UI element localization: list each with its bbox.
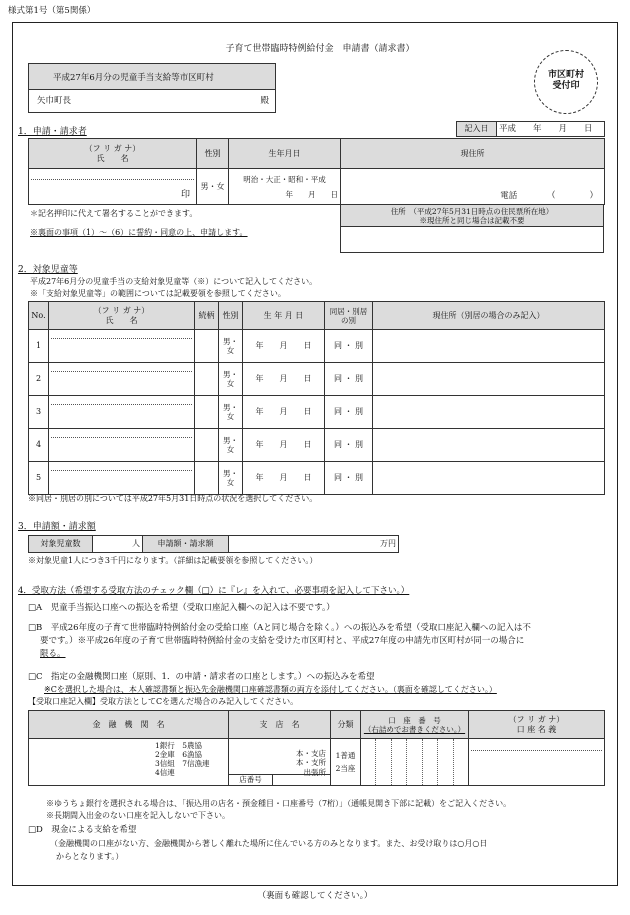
addressee-box bbox=[28, 63, 276, 113]
option-c-note: ※Cを選択した場合は、本人確認書類と振込先金融機関口座確認書類の両方を添付してください。（裏面を確認してください。） bbox=[44, 685, 497, 694]
registered-address-field[interactable] bbox=[341, 227, 604, 253]
type-header: 分類 bbox=[331, 711, 361, 739]
child-row bbox=[29, 396, 605, 429]
child-rel-field[interactable] bbox=[195, 462, 219, 495]
addressee-dono: 殿 bbox=[260, 96, 269, 106]
child-row-no: 1 bbox=[29, 330, 49, 363]
applicant-name-field[interactable] bbox=[29, 169, 197, 205]
child-row-no: 2 bbox=[29, 363, 49, 396]
applicant-sex-field[interactable]: 男・女 bbox=[197, 169, 229, 205]
era-options: 明治・大正・昭和・平成 bbox=[243, 174, 326, 184]
child-row-no: 5 bbox=[29, 462, 49, 495]
child-addr-field[interactable] bbox=[373, 462, 605, 495]
furigana-header: （フ リ ガ ナ） bbox=[84, 143, 141, 153]
branch-type-3: 出張所 bbox=[303, 767, 326, 777]
account-holder-field[interactable] bbox=[469, 739, 605, 786]
section4-heading: 4．受取方法（希望する受取方法のチェック欄（□）に『レ』を入れて、必要事項を記入して下さい。） bbox=[18, 586, 410, 596]
child-rel-field[interactable] bbox=[195, 330, 219, 363]
child-live-field[interactable]: 同 ・ 別 bbox=[325, 330, 373, 363]
form-number: 様式第1号（第5関係） bbox=[8, 6, 96, 16]
child-sex-field[interactable]: 男・女 bbox=[219, 396, 243, 429]
child-dob-field[interactable]: 年 月 日 bbox=[243, 396, 325, 429]
child-sex-header: 性別 bbox=[219, 302, 243, 330]
account-type-field[interactable] bbox=[331, 739, 361, 786]
child-dob-header: 生 年 月 日 bbox=[243, 302, 325, 330]
section2-note: ※同居・別居の別については平成27年5月31日時点の状況を選択してください。 bbox=[28, 494, 318, 503]
account-number-note: （右詰めでお書きください。） bbox=[363, 724, 466, 734]
child-no-header: No. bbox=[29, 302, 49, 330]
option-b-line2: 要です。）※平成26年度の子育て世帯臨時特例給付金の支給を受けた市区町村と、平成27年度の申請先市区町村が同一の場合に bbox=[40, 636, 525, 646]
applicant-name-header bbox=[29, 139, 197, 169]
child-row bbox=[29, 363, 605, 396]
bank-name-header: 金 融 機 関 名 bbox=[29, 711, 229, 739]
option-b[interactable]: □B 平成26年度の子育て世帯臨時特例給付金の受給口座（Aと同じ場合を除く。）への振込みを希望（受取口座記入欄への記入は不 bbox=[28, 623, 531, 633]
child-row-no: 3 bbox=[29, 396, 49, 429]
address-header: 現住所 bbox=[341, 139, 605, 169]
applicant-address-field[interactable] bbox=[341, 169, 605, 205]
branch-header: 支 店 名 bbox=[229, 711, 331, 739]
section2-intro1: 平成27年6月分の児童手当の支給対象児童等（※）について記入してください。 bbox=[30, 277, 318, 286]
child-rel-header: 続柄 bbox=[195, 302, 219, 330]
child-rel-field[interactable] bbox=[195, 429, 219, 462]
bank-type-2: 2金庫 6漁協 bbox=[155, 750, 203, 760]
option-d-note2: からとなります。） bbox=[56, 852, 124, 861]
child-rel-field[interactable] bbox=[195, 363, 219, 396]
consent-note: ※裏面の事項（1）〜（6）に誓約・同意の上、申請します。 bbox=[30, 228, 248, 237]
form-title: 子育て世帯臨時特例給付金 申請書（請求書） bbox=[225, 44, 415, 54]
registered-address-header bbox=[341, 205, 604, 227]
child-row bbox=[29, 330, 605, 363]
entry-date-field[interactable]: 平成 年 月 日 bbox=[497, 122, 605, 137]
child-count-label: 対象児童数 bbox=[29, 536, 93, 553]
yucho-note: ※ゆうちょ銀行を選択される場合は、「振込用の店名・預金種目・口座番号（7桁）」（通帳見開き下部に記載）をご記入ください。 bbox=[46, 799, 512, 808]
child-row-no: 4 bbox=[29, 429, 49, 462]
children-table bbox=[28, 301, 605, 495]
dormant-note: ※長期間入出金のない口座を記入しないで下さい。 bbox=[46, 811, 230, 820]
entry-date-label: 記入日 bbox=[457, 122, 497, 137]
child-live-field[interactable]: 同 ・ 別 bbox=[325, 462, 373, 495]
bank-type-4: 4信連 bbox=[155, 768, 175, 778]
child-live-field[interactable]: 同 ・ 別 bbox=[325, 396, 373, 429]
amount-table bbox=[28, 535, 399, 553]
child-sex-field[interactable]: 男・女 bbox=[219, 429, 243, 462]
account-type-1: 1普通 bbox=[335, 750, 356, 760]
bank-type-1: 1銀行 5農協 bbox=[155, 741, 203, 750]
reception-stamp-area bbox=[534, 50, 598, 114]
footer-note: （裏面も確認してください。） bbox=[257, 891, 373, 901]
account-number-header bbox=[361, 711, 469, 739]
holder-name-header: 口 座 名 義 bbox=[516, 724, 557, 734]
juusho-note: ※現住所と同じ場合は記載不要 bbox=[419, 215, 525, 225]
addressee-mayor: 矢巾町長 bbox=[37, 96, 72, 106]
section3-heading: 3．申請額・請求額 bbox=[18, 522, 96, 532]
child-row bbox=[29, 462, 605, 495]
bank-type-3: 3信組 7信漁連 bbox=[155, 759, 210, 769]
stamp-line2: 受付印 bbox=[552, 80, 580, 91]
section1-heading: 1．申請・請求者 bbox=[18, 127, 87, 137]
child-addr-header: 現住所（別居の場合のみ記入） bbox=[373, 302, 605, 330]
child-live-field[interactable]: 同 ・ 別 bbox=[325, 363, 373, 396]
account-number-label: 口 座 番 号 bbox=[388, 715, 441, 725]
dob-header: 生年月日 bbox=[229, 139, 341, 169]
branch-number-label: 店番号 bbox=[229, 775, 273, 786]
child-count-field[interactable]: 人 bbox=[93, 536, 143, 553]
child-sex-field[interactable]: 男・女 bbox=[219, 330, 243, 363]
option-c[interactable]: □C 指定の金融機関口座（原則、1．の申請・請求者の口座とします。）への振込みを希望 bbox=[28, 672, 375, 682]
bank-name-field[interactable] bbox=[29, 739, 229, 786]
child-dob-field[interactable]: 年 月 日 bbox=[243, 462, 325, 495]
holder-furigana-header: （フ リ ガ ナ） bbox=[508, 714, 565, 724]
account-type-2: 2当座 bbox=[335, 764, 356, 773]
child-dob-field[interactable]: 年 月 日 bbox=[243, 429, 325, 462]
option-a[interactable]: □A 児童手当振込口座への振込を希望（受取口座記入欄への記入は不要です。） bbox=[28, 603, 335, 613]
child-name-field[interactable] bbox=[49, 330, 195, 363]
applicant-dob-field[interactable] bbox=[229, 169, 341, 205]
child-sex-field[interactable]: 男・女 bbox=[219, 363, 243, 396]
child-name-field[interactable] bbox=[49, 363, 195, 396]
entry-date-table bbox=[456, 121, 605, 137]
child-live-header: 同居・別居の別 bbox=[325, 302, 373, 330]
juusho-label: 住所 （平成27年5月31日時点の住民票所在地） bbox=[390, 206, 554, 216]
child-name-label: 氏 名 bbox=[105, 315, 138, 325]
amount-field[interactable]: 万円 bbox=[229, 536, 399, 553]
section2-intro2: ※「支給対象児童等」の範囲については記載要領を参照してください。 bbox=[30, 289, 286, 298]
account-entry-heading: 【受取口座記入欄】受取方法としてCを選んだ場合のみ記入してください。 bbox=[28, 697, 299, 706]
branch-field[interactable] bbox=[229, 739, 331, 786]
registered-address-table bbox=[340, 204, 604, 253]
holder-header bbox=[469, 711, 605, 739]
section3-note: ※対象児童1人につき3千円になります。（詳細は記載要領を参照してください。） bbox=[28, 556, 318, 565]
seal-mark: 印 bbox=[180, 190, 190, 201]
child-dob-field[interactable]: 年 月 日 bbox=[243, 363, 325, 396]
addressee-municipality: 平成27年6月分の児童手当支給等市区町村 bbox=[29, 64, 275, 90]
child-addr-field[interactable] bbox=[373, 396, 605, 429]
child-name-header bbox=[49, 302, 195, 330]
bank-account-table bbox=[28, 710, 605, 786]
child-addr-field[interactable] bbox=[373, 330, 605, 363]
account-number-field[interactable] bbox=[361, 739, 469, 786]
child-row bbox=[29, 429, 605, 462]
child-addr-field[interactable] bbox=[373, 363, 605, 396]
option-d[interactable]: □D 現金による支給を希望 bbox=[28, 825, 137, 835]
branch-type-1: 本・支店 bbox=[296, 749, 326, 759]
option-d-note: （金融機関の口座がない方、金融機関から著しく離れた場所に住んでいる方のみとなります。また、お受け取りは○月○日 bbox=[50, 839, 488, 848]
name-header: 氏 名 bbox=[96, 153, 129, 163]
child-sex-field[interactable]: 男・女 bbox=[219, 462, 243, 495]
dob-ymd: 年 月 日 bbox=[285, 189, 338, 199]
child-name-field[interactable] bbox=[49, 429, 195, 462]
child-live-field[interactable]: 同 ・ 別 bbox=[325, 429, 373, 462]
stamp-line1: 市区町村 bbox=[547, 70, 584, 80]
child-furigana-header: （フ リ ガ ナ） bbox=[93, 305, 150, 315]
sign-note: ＊記名押印に代えて署名することができます。 bbox=[30, 209, 198, 218]
branch-type-2: 本・支所 bbox=[296, 758, 326, 768]
option-b-line3: 限る。 bbox=[40, 649, 66, 659]
child-rel-field[interactable] bbox=[195, 396, 219, 429]
amount-label: 申請額・請求額 bbox=[143, 536, 229, 553]
sex-header: 性別 bbox=[197, 139, 229, 169]
phone-label: 電話 （ ） bbox=[500, 191, 598, 202]
applicant-table bbox=[28, 138, 605, 205]
child-name-field[interactable] bbox=[49, 396, 195, 429]
child-dob-field[interactable]: 年 月 日 bbox=[243, 330, 325, 363]
child-name-field[interactable] bbox=[49, 462, 195, 495]
child-addr-field[interactable] bbox=[373, 429, 605, 462]
section2-heading: 2．対象児童等 bbox=[18, 265, 78, 275]
